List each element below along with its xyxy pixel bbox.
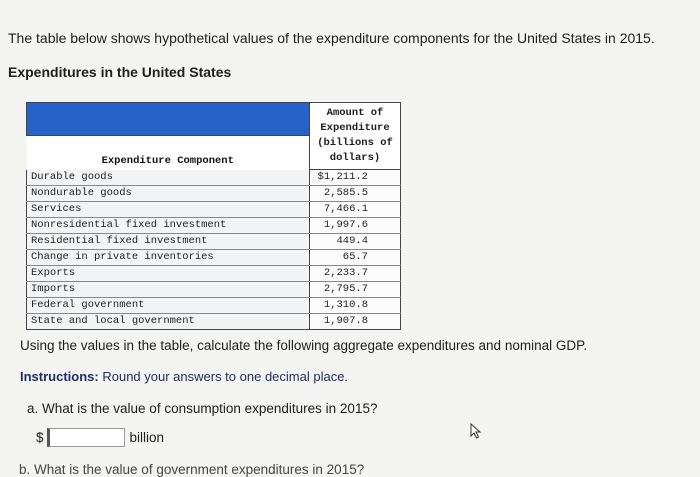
amount-cell: 1,997.6 xyxy=(310,218,401,234)
intro-text: The table below shows hypothetical values of the expenditure components for the United States in 2015. xyxy=(8,30,655,46)
amount-header-line: Amount of xyxy=(326,107,384,119)
table-row xyxy=(27,218,401,234)
amount-cell: 2,233.7 xyxy=(310,266,401,282)
table-row xyxy=(27,282,401,298)
table-row xyxy=(27,314,401,330)
component-cell: Nondurable goods xyxy=(27,186,310,202)
table-row xyxy=(27,234,401,250)
component-column-header: Expenditure Component xyxy=(27,135,310,169)
instructions xyxy=(20,369,348,384)
expenditure-table xyxy=(26,102,401,330)
component-cell: Change in private inventories xyxy=(27,250,310,266)
question-b-text: b. What is the value of government expenditures in 2015? xyxy=(19,462,365,477)
component-cell: Services xyxy=(27,202,310,218)
component-cell: Exports xyxy=(27,266,310,282)
table-heading: Expenditures in the United States xyxy=(8,64,232,80)
instructions-label: Instructions: xyxy=(20,369,99,384)
amount-cell: 1,907.8 xyxy=(310,314,401,330)
component-cell: Imports xyxy=(27,282,310,298)
component-cell: Residential fixed investment xyxy=(27,234,310,250)
table-header-bar xyxy=(27,103,310,136)
question-a-answer-row xyxy=(36,428,164,447)
consumption-answer-input[interactable] xyxy=(47,428,125,447)
amount-cell: 7,466.1 xyxy=(310,202,401,218)
table-row xyxy=(27,186,401,202)
amount-header-line: Expenditure xyxy=(320,122,390,134)
unit-label: billion xyxy=(129,430,165,445)
table-row xyxy=(27,202,401,218)
amount-header-line: dollars) xyxy=(329,152,381,164)
component-cell: Federal government xyxy=(27,298,310,314)
amount-cell: 1,310.8 xyxy=(310,298,401,314)
question-intro: Using the values in the table, calculate the following aggregate expenditures and nominal GDP. xyxy=(20,338,588,353)
amount-cell: $1,211.2 xyxy=(310,170,401,186)
amount-header-line: (billions of xyxy=(317,137,393,149)
table-row xyxy=(27,250,401,266)
amount-cell: 2,585.5 xyxy=(310,186,401,202)
amount-cell: 65.7 xyxy=(310,250,401,266)
amount-cell: 2,795.7 xyxy=(310,282,401,298)
currency-symbol: $ xyxy=(36,430,44,445)
mouse-pointer-icon xyxy=(470,423,484,439)
table-row xyxy=(27,170,401,186)
table-row xyxy=(27,266,401,282)
component-cell: Durable goods xyxy=(27,170,310,186)
question-a-text: a. What is the value of consumption expenditures in 2015? xyxy=(27,401,378,416)
table-row xyxy=(27,298,401,314)
amount-cell: 449.4 xyxy=(310,234,401,250)
component-cell: State and local government xyxy=(27,314,310,330)
component-cell: Nonresidential fixed investment xyxy=(27,218,310,234)
instructions-text: Round your answers to one decimal place. xyxy=(98,369,349,384)
amount-column-header xyxy=(310,103,401,170)
